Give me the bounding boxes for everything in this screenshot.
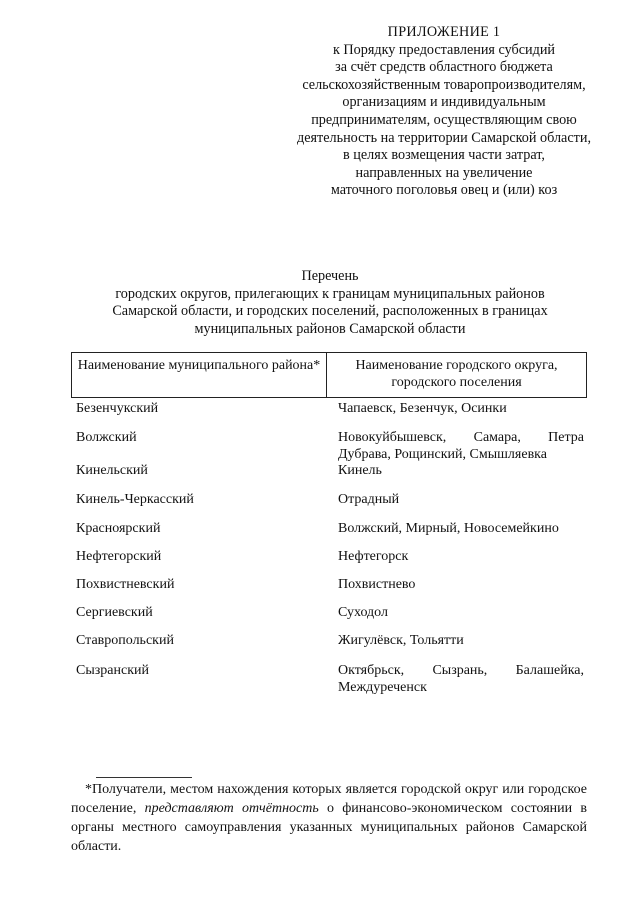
appendix-line: направленных на увеличение [355,164,533,181]
appendix-line: предпринимателям, осуществляющим свою [311,111,577,128]
appendix-line: к Порядку предоставления субсидий [332,41,556,58]
district-name: Сергиевский [76,605,153,620]
city-names: Похвистнево [338,577,416,592]
city-names: Отрадный [338,492,400,507]
city-names: Октябрьск, Сызрань, Балашейка, Междуреченск [338,663,584,695]
list-subtitle-line: муниципальных районов Самарской области [194,320,466,337]
city-names: Суходол [338,605,388,620]
city-names: Кинель [338,463,382,478]
district-name: Безенчукский [76,401,159,416]
list-title: Перечень [301,268,359,284]
city-names: Жигулёвск, Тольятти [338,633,464,648]
appendix-line: за счёт средств областного бюджета [335,59,553,76]
appendix-line: в целях возмещения части затрат, [343,147,545,164]
footnote-emphasis: представляют отчётность [144,801,319,816]
list-heading [70,268,590,338]
appendix-line: организациям и индивидуальным [342,94,546,111]
district-name: Красноярский [76,521,161,536]
district-name: Похвистневский [76,577,175,592]
district-name: Кинельский [76,463,148,478]
appendix-title: ПРИЛОЖЕНИЕ 1 [387,24,501,40]
list-subtitle-line: городских округов, прилегающих к границам муниципальных районов [115,285,545,302]
district-name: Нефтегорский [76,549,162,564]
appendix-line: деятельность на территории Самарской области, [297,129,591,146]
footnote-text-start: *Получатели, местом нахождения которых является городской округ или городское поселение, [71,782,587,816]
footnote-separator [96,777,192,778]
city-names: Волжский, Мирный, Новосемейкино [338,521,559,536]
footnote-text-end: о финансово-экономическом состоянии в органы местного самоуправления указанных муниципальных районов Самарской области. [71,801,587,854]
header-district: Наименование муниципального района* [72,353,327,397]
city-names: Чапаевск, Безенчук, Осинки [338,401,507,416]
appendix-header [250,24,638,200]
city-names: Новокуйбышевск, Самара, Петра Дубрава, Рощинский, Смышляевка [338,430,584,462]
district-name: Кинель-Черкасский [76,492,194,507]
district-name: Волжский [76,430,137,445]
appendix-line: маточного поголовья овец и (или) коз [330,182,558,199]
appendix-line: сельскохозяйственным товаропроизводителям, [302,76,586,93]
city-names: Нефтегорск [338,549,409,564]
footnote [71,780,587,856]
list-subtitle-line: Самарской области, и городских поселений, расположенных в границах [112,303,548,320]
table-header [71,352,587,398]
district-name: Ставропольский [76,633,174,648]
header-cities: Наименование городского округа, городского поселения [355,358,558,390]
district-name: Сызранский [76,663,149,678]
